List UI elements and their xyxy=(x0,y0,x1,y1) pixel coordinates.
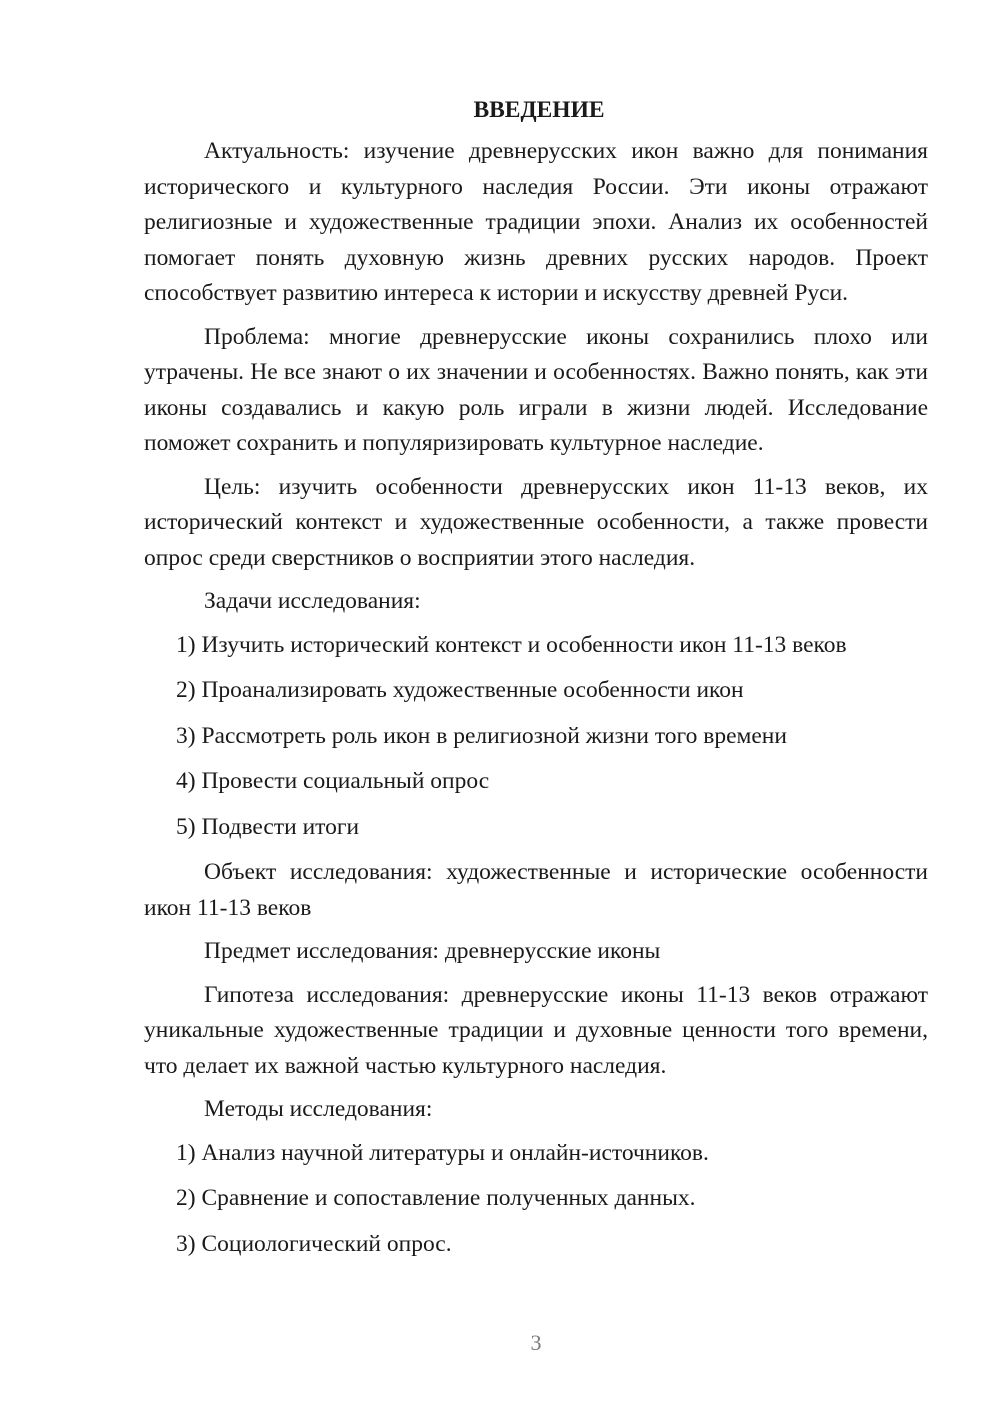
relevance-paragraph: Актуальность: изучение древнерусских икон важно для понимания исторического и культурного наследия России. Эти иконы отражают религиозные и художественные традиции эпохи. Анализ их особенностей помогает понять духовную жизнь древних русских народов. Проект способствует развитию интереса к истории и искусству древней Руси. xyxy=(144,138,928,306)
goal-paragraph: Цель: изучить особенности древнерусских икон 11-13 веков, их исторический контекст и художественные особенности, а также провести опрос среди сверстников о восприятии этого наследия. xyxy=(144,473,928,571)
tasks-label: Задачи исследования: xyxy=(204,588,421,614)
task-item: 3) Рассмотреть роль икон в религиозной жизни того времени xyxy=(176,722,787,749)
page-content xyxy=(144,92,928,1272)
method-item: 2) Сравнение и сопоставление полученных данных. xyxy=(176,1185,696,1211)
section-title: ВВЕДЕНИЕ xyxy=(473,97,605,123)
page-number: 3 xyxy=(530,1330,542,1355)
method-item: 3) Социологический опрос. xyxy=(176,1230,452,1257)
task-item: 1) Изучить исторический контекст и особенности икон 11-13 веков xyxy=(176,631,847,658)
object-paragraph: Объект исследования: художественные и исторические особенности икон 11-13 веков xyxy=(144,859,928,921)
task-item: 4) Провести социальный опрос xyxy=(176,768,490,794)
method-item: 1) Анализ научной литературы и онлайн-источников. xyxy=(176,1139,709,1166)
methods-list xyxy=(144,1136,928,1263)
subject-paragraph: Предмет исследования: древнерусские иконы xyxy=(204,938,661,964)
task-item: 5) Подвести итоги xyxy=(176,813,360,840)
methods-label: Методы исследования: xyxy=(204,1096,433,1122)
hypothesis-paragraph: Гипотеза исследования: древнерусские иконы 11-13 веков отражают уникальные художественные традиции и духовные ценности того времени, что делает их важной частью культурного наследия. xyxy=(144,981,928,1079)
task-item: 2) Проанализировать художественные особенности икон xyxy=(176,677,744,703)
problem-paragraph: Проблема: многие древнерусские иконы сохранились плохо или утрачены. Не все знают о их значении и особенностях. Важно понять, как эти иконы создавались и какую роль играли в жизни людей. Исследование поможет сохранить и популяризировать культурное наследие. xyxy=(144,323,928,456)
tasks-list xyxy=(144,628,928,846)
